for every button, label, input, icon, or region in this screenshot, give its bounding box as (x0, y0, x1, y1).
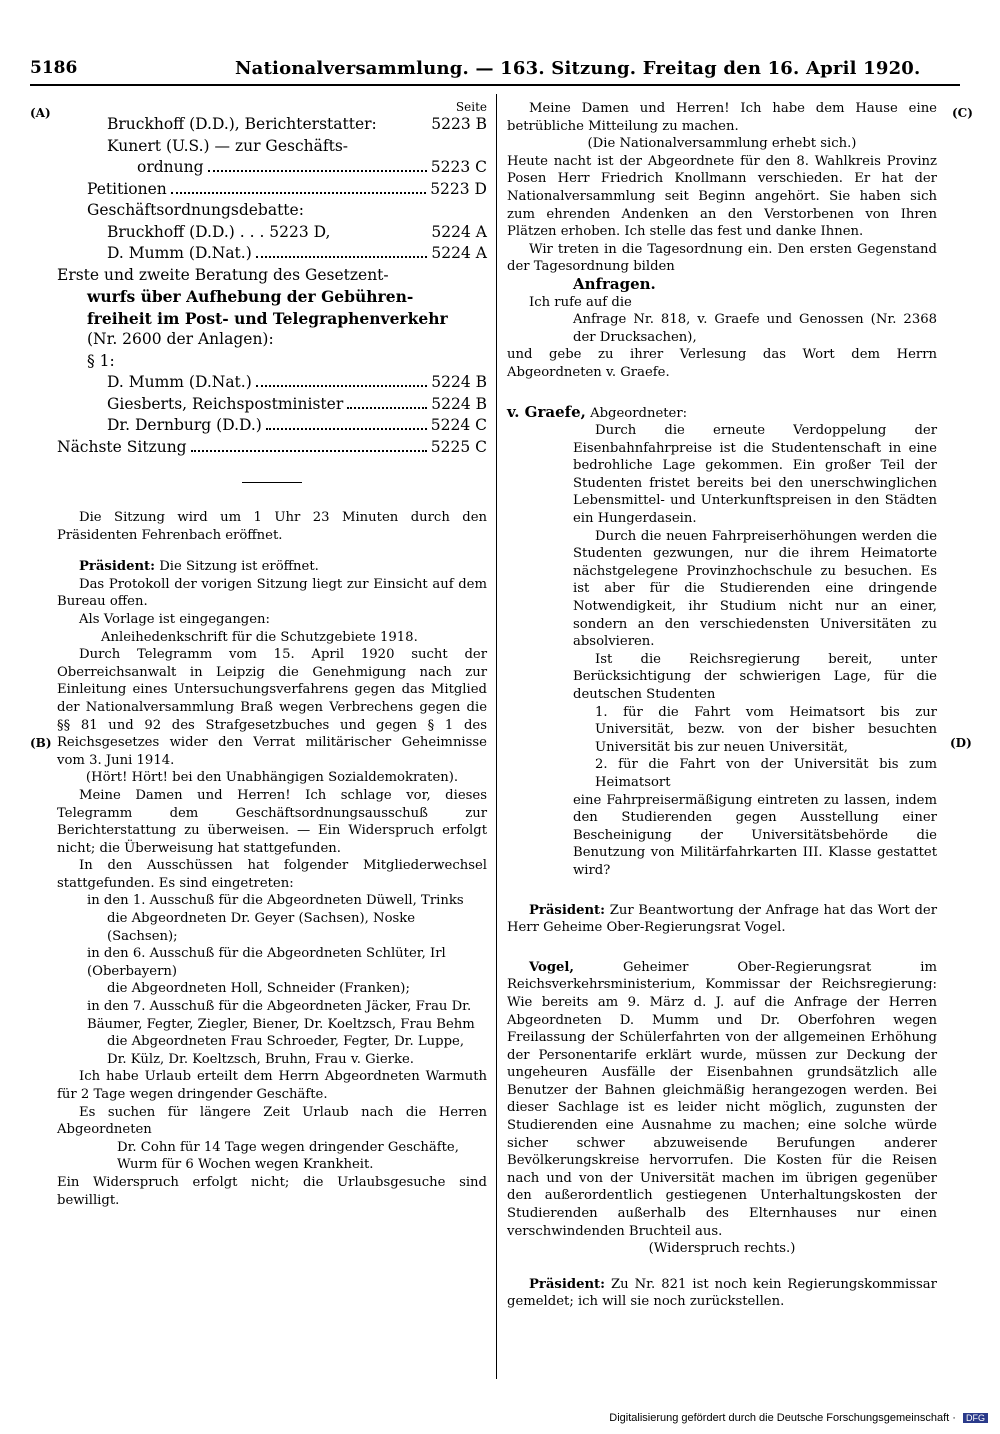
paragraph: eine Fahrpreisermäßigung eintreten zu lassen, indem den Studierenden gegen Ausstellung einer Bescheinigung der Universitätsbehörde die Benutzung von Militärfahrkarten III. Klasse gestattet wird? (573, 792, 937, 878)
president-statement: Präsident: Zur Beantwortung der Anfrage hat das Wort der Herr Geheime Ober-Regierungsrat Vogel. (507, 902, 937, 936)
opening-text: Die Sitzung wird um 1 Uhr 23 Minuten durch den Präsidenten Fehrenbach eröffnet. (57, 510, 487, 543)
margin-marker-a: (A) (30, 106, 51, 120)
toc-entry: Bruckhoff (D.D.), Berichterstatter: 5223 B (107, 115, 487, 133)
list-item: Wurm für 6 Wochen wegen Krankheit. (117, 1157, 374, 1173)
paragraph: Wir treten in die Tagesordnung ein. Den ersten Gegenstand der Tagesordnung bilden (507, 241, 937, 275)
toc-entry: ordnung 5223 C (137, 158, 487, 176)
header-rule (30, 84, 960, 86)
paragraph: Als Vorlage ist eingegangen: (79, 611, 270, 627)
president-statement: Präsident: Die Sitzung ist eröffnet. (79, 559, 319, 575)
column-divider (496, 94, 497, 1379)
section-heading: Anfragen. (573, 274, 656, 293)
toc-entry: Kunert (U.S.) — zur Geschäfts- (107, 136, 349, 155)
paragraph: Es suchen für längere Zeit Urlaub nach die Herren Abgeordneten (57, 1104, 487, 1138)
paragraph: In den Ausschüssen hat folgender Mitgliederwechsel stattgefunden. Es sind eingetreten: (57, 858, 487, 891)
speaker-line: v. Graefe, Abgeordneter: (507, 402, 688, 421)
page-number: 5186 (30, 58, 78, 78)
margin-marker-c: (C) (952, 106, 973, 120)
toc-agenda-item: Erste und zweite Beratung des Gesetzent- wurfs über Aufhebung der Gebühren- freiheit im Post- und Telegraphenverkehr (Nr. 2600 der Anlagen): § 1: (57, 265, 448, 370)
paragraph: Durch Telegramm vom 15. April 1920 sucht der Oberreichsanwalt in Leipzig die Genehmigung nach zur Einleitung eines Untersuchungsverfahrens gegen das Mitglied der Nationalversammlung Braß wegen Verbrechens gegen die §§ 81 und 92 des Strafgesetzbuches und gegen § 1 des Reichsgesetzes wider den Verrat militärischer Geheimnisse vom 3. Juni 1914. (57, 647, 487, 768)
list-item: die Abgeordneten Frau Schroeder, Fegter, Dr. Luppe, Dr. Külz, Dr. Koeltzsch, Bruhn, Frau v. Gierke. (107, 1034, 465, 1067)
list-item: in den 6. Ausschuß für die Abgeordneten Schlüter, Irl (Oberbayern) (87, 946, 446, 979)
paragraph: Ich habe Urlaub erteilt dem Herrn Abgeordneten Warmuth für 2 Tage wegen dringender Geschäfte. (57, 1069, 487, 1102)
paragraph: Heute nacht ist der Abgeordnete für den 8. Wahlkreis Provinz Posen Herr Friedrich Knollmann verschieden. Er hat der Nationalversammlung seit Beginn angehört. Sie haben sich zum ehrenden Andenken an den Verstorbenen von Ihren Plätzen erhoben. Ich stelle das fest und danke Ihnen. (507, 153, 937, 240)
toc-entry: Giesberts, Reichspostminister 5224 B (107, 394, 487, 413)
paragraph: Anfrage Nr. 818, v. Graefe und Genossen (Nr. 2368 der Drucksachen), (573, 312, 937, 345)
list-item: die Abgeordneten Holl, Schneider (Franken); (107, 981, 410, 997)
margin-marker-b: (B) (30, 736, 52, 750)
toc-seite-label: Seite (455, 100, 487, 114)
list-item: Dr. Cohn für 14 Tage wegen dringender Geschäfte, (117, 1139, 459, 1155)
list-item: 1. für die Fahrt vom Heimatsort bis zur Universität, bezw. von der bisher besuchten Universität bis zur neuen Universität, (595, 704, 937, 755)
right-column (507, 100, 937, 1311)
paragraph: Ich rufe auf die (529, 294, 632, 310)
paragraph: Das Protokoll der vorigen Sitzung liegt zur Einsicht auf dem Bureau offen. (57, 576, 487, 610)
digitization-footer: Digitalisierung gefördert durch die Deutsche Forschungsgemeinschaft · DFG (609, 1412, 988, 1424)
left-column (57, 100, 487, 1209)
toc-entry: Dr. Dernburg (D.D.) 5224 C (107, 416, 487, 434)
toc-entry: Bruckhoff (D.D.) . . . 5223 D, 5224 A (107, 222, 487, 241)
speaker-statement: Vogel, Geheimer Ober-Regierungsrat im Reichsverkehrsministerium, Kommissar der Reichsregierung: Wie bereits am 9. März d. J. auf die Anfrage der Herren Abgeordneten D. Mumm und Dr. Oberfohren wegen Freilassung der Schülerfahrten von der allgemeinen Erhöhung der Personentarife erklärt wurde, müssen zur Deckung der ungeheuren Ausfälle der Eisenbahnen grundsätzlich alle Benutzer der Bahnen gleichmäßig herangezogen werden. Bei dieser Sachlage ist es leider nicht möglich, zugunsten der Studierenden eine Ausnahme zu machen; eine solche würde sicher schwer abzuweisende Berufungen anderer Bevölkerungskreise hervorrufen. Die Kosten für die Reisen nach und von der Universität machen im übrigen gegenüber den außerordentlich gestiegenen Unterhaltungskosten der Studierenden außerhalb des Elternhauses nur einen verschwindenden Bruchteil aus. (507, 959, 937, 1239)
paragraph: Durch die erneute Verdoppelung der Eisenbahnfahrpreise ist die Studentenschaft in eine bedrohliche Lage gekommen. Ein großer Teil der Studenten fristet bereits bei den unerschwinglichen Lebensmittel- und Unterkunftspreisen in den Städten ein Hungerdasein. (573, 423, 937, 527)
paragraph: Ist die Reichsregierung bereit, unter Berücksichtigung der schwierigen Lage, für die deutschen Studenten (573, 651, 937, 702)
running-title: Nationalversammlung. — 163. Sitzung. Freitag den 16. April 1920. (235, 58, 921, 79)
toc-entry: Geschäftsordnungsdebatte: (87, 201, 304, 219)
margin-marker-d: (D) (950, 736, 972, 750)
toc-entry: D. Mumm (D.Nat.) 5224 B (107, 373, 487, 391)
paragraph: Meine Damen und Herren! Ich schlage vor, dieses Telegramm dem Geschäftsordnungsausschuß zur Berichterstattung zu überweisen. — Ein Widerspruch erfolgt nicht; die Überweisung hat stattgefunden. (57, 787, 487, 856)
list-item: 2. für die Fahrt von der Universität bis zum Heimatsort (595, 757, 937, 790)
paragraph: Durch die neuen Fahrpreiserhöhungen werden die Studenten gezwungen, nur die ihrem Heimatorte nächstgelegene Provinzhochschule zu besuchen. Es ist aber für die Studierenden eine dringende Notwendigkeit, ihr Studium nicht nur an einer, sondern an den verschiedensten Universitäten zu absolvieren. (573, 528, 937, 650)
interjection: (Die Nationalversammlung erhebt sich.) (587, 136, 857, 152)
paragraph: und gebe zu ihrer Verlesung das Wort dem Herrn Abgeordneten v. Graefe. (507, 347, 937, 380)
toc-entry: D. Mumm (D.Nat.) 5224 A (107, 244, 487, 262)
list-item: in den 1. Ausschuß für die Abgeordneten Düwell, Trinks (87, 893, 464, 909)
list-item: die Abgeordneten Dr. Geyer (Sachsen), Noske (Sachsen); (107, 911, 416, 944)
interjection: (Hört! Hört! bei den Unabhängigen Sozialdemokraten). (85, 770, 459, 786)
paragraph: Ein Widerspruch erfolgt nicht; die Urlaubsgesuche sind bewilligt. (57, 1174, 487, 1208)
list-item: in den 7. Ausschuß für die Abgeordneten Jäcker, Frau Dr. Bäumer, Fegter, Ziegler, Biener, Dr. Koeltzsch, Frau Behm (87, 999, 475, 1032)
toc-entry: Nächste Sitzung 5225 C (57, 437, 487, 456)
running-header (30, 58, 960, 82)
paragraph: Meine Damen und Herren! Ich habe dem Hause eine betrübliche Mitteilung zu machen. (507, 101, 937, 134)
president-statement: Präsident: Zu Nr. 821 ist noch kein Regierungskommissar gemeldet; ich will sie noch zurückstellen. (507, 1276, 937, 1310)
interjection: (Widerspruch rechts.) (648, 1241, 796, 1257)
paragraph: Anleihedenkschrift für die Schutzgebiete 1918. (101, 629, 418, 645)
dfg-logo: DFG (963, 1413, 988, 1423)
toc-entry: Petitionen 5223 D (87, 179, 487, 198)
question-block (507, 422, 937, 879)
section-rule (242, 482, 302, 483)
